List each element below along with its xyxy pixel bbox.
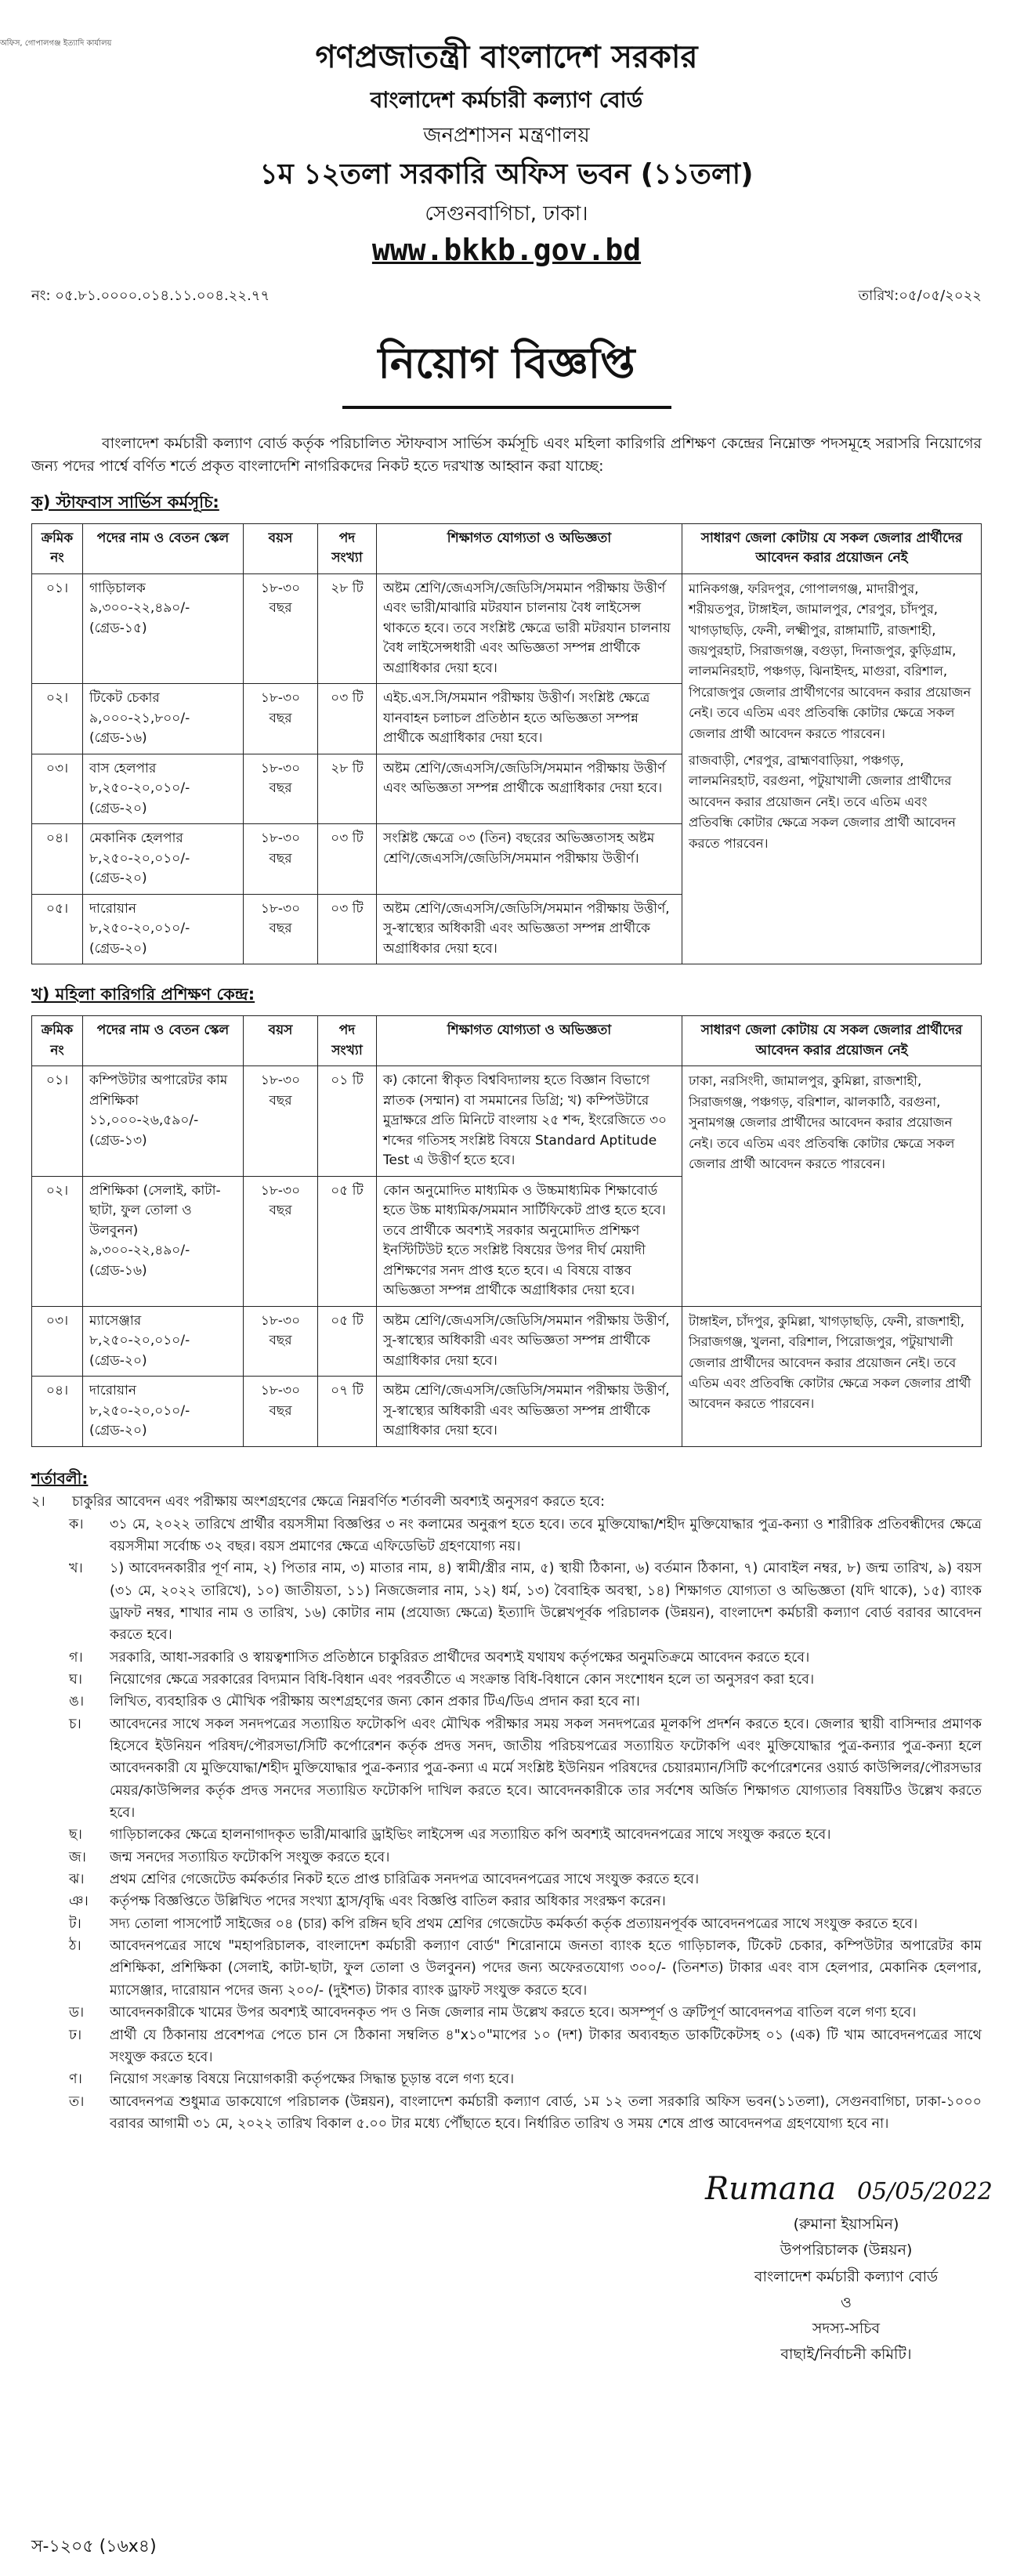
ministry-name: জনপ্রশাসন মন্ত্রণালয়: [423, 124, 590, 147]
condition-text: নিয়োগ সংক্রান্ত বিষয়ে নিয়োগকারী কর্তৃপক্ষের সিদ্ধান্ত চূড়ান্ত বলে গণ্য হবে।: [110, 2071, 515, 2088]
qualification: কোন অনুমোদিত মাধ্যমিক ও উচ্চমাধ্যমিক শিক্ষাবোর্ড হতে উচ্চ মাধ্যমিক/সমমান সার্টিফিকেট প্রাপ্ত হতে হবে। তবে প্রার্থীকে অবশ্যই সরকার অনুমোদিত প্রশিক্ষণ ইনস্টিটিউট হতে সংশ্লিষ্ট বিষয়ের উপর দীর্ঘ মেয়াদী প্রশিক্ষণের সনদ প্রাপ্ত হতে হবে। এ বিষয়ে বাস্তব অভিজ্ঞতা সম্পন্ন প্রার্থীকে অগ্রাধিকার দেয়া হবে।: [377, 1176, 682, 1306]
post-name: দারোয়ান ৮,২৫০-২০,০১০/- (গ্রেড-২০): [83, 1377, 244, 1447]
col-qualification: শিক্ষাগত যোগ্যতা ও অভিজ্ঞতা: [377, 1016, 682, 1066]
condition-item: [31, 1691, 982, 1713]
quota-text: ঢাকা, নরসিংদী, জামালপুর, কুমিল্লা, রাজশাহী, সিরাজগঞ্জ, পঞ্চগড়, বরিশাল, ঝালকাঠি, বরগুনা, সুনামগঞ্জ জেলার প্রার্থীদের আবেদন করার প্রয়োজন নেই। তবে এতিম এবং প্রতিবন্ধি কোটার ক্ষেত্রে সকল জেলার প্রার্থী আবেদন করতে পারবেন।: [689, 1073, 955, 1171]
table-header-row: [32, 523, 982, 573]
signature-handwriting: [689, 2166, 1003, 2212]
col-post: পদের নাম ও বেতন স্কেল: [83, 523, 244, 573]
qualification: অষ্টম শ্রেণি/জেএসসি/জেডিসি/সমমান পরীক্ষায় উত্তীর্ণ এবং ভারী/মাঝারি মটরযান চালনায় বৈধ লাইসেন্স থাকতে হবে। তবে সংশ্লিষ্ট ক্ষেত্রে ভারী মটরযান চালনায় বৈধ লাইসেন্সধারী এবং অভিজ্ঞতা সম্পন্ন প্রার্থীকে অগ্রাধিকার দেয়া হবে।: [377, 573, 682, 684]
condition-item: [31, 2002, 982, 2024]
header: [31, 38, 982, 226]
condition-text: প্রথম শ্রেণির গেজেটেড কর্মকর্তার নিকট হতে প্রাপ্ত চারিত্রিক সনদপত্র আবেদনপত্রের সাথে সংযুক্ত করতে হবে।: [110, 1872, 700, 1888]
age: ১৮-৩০ বছর: [244, 894, 318, 964]
condition-marker: গ।: [69, 1649, 83, 1666]
conditions-heading: শর্তাবলী:: [31, 1468, 89, 1488]
footer-code: স-১২০৫ (১৬x৪): [31, 2537, 157, 2556]
signature-block: [689, 2166, 1003, 2368]
condition-marker: ড।: [69, 2005, 85, 2021]
post-name: বাস হেলপার ৮,২৫০-২০,০১০/- (গ্রেড-২০): [83, 754, 244, 824]
intro-paragraph: বাংলাদেশ কর্মচারী কল্যাণ বোর্ড কর্তৃক পরিচালিত স্টাফবাস সার্ভিস কর্মসূচি এবং মহিলা কারিগরি প্রশিক্ষণ কেন্দ্রের নিম্নোক্ত পদসমূহে সরাসরি নিয়োগের জন্য পদের পার্শ্বে বর্ণিত শর্তে প্রকৃত বাংলাদেশি নাগরিকদের নিকট হতে দরখাস্ত আহ্বান করা যাচ্ছে:: [31, 435, 982, 476]
building-name: ১ম ১২তলা সরকারি অফিস ভবন (১১তলা): [259, 157, 754, 190]
quota-text-2: রাজবাড়ী, শেরপুর, ব্রাহ্মণবাড়িয়া, পঞ্চগড়, লালমনিরহাট, বরগুনা, পটুয়াখালী জেলার প্রার্থীদের আবেদন করার প্রয়োজন নেই। তবে এতিম এবং প্রতিবন্ধি কোটার ক্ষেত্রে সকল জেলার প্রার্থী আবেদন করতে পারবেন।: [689, 753, 956, 851]
serial: ০২।: [32, 1176, 83, 1306]
memo-date: তারিখ:০৫/০৫/২০২২: [858, 288, 982, 304]
condition-item: [31, 1669, 982, 1691]
condition-text: কর্তৃপক্ষ বিজ্ঞপ্তিতে উল্লিখিত পদের সংখ্যা হ্রাস/বৃদ্ধি এবং বিজ্ঞপ্তি বাতিল করার অধিকার সংরক্ষণ করেন।: [110, 1894, 666, 1910]
col-count: পদ সংখ্যা: [318, 523, 377, 573]
signature-date: 05/05/2022: [856, 2178, 993, 2206]
serial: ০১।: [32, 1066, 83, 1177]
section-a-table: [31, 523, 982, 965]
signature-area: [31, 2166, 993, 2401]
condition-text: আবেদনপত্র শুধুমাত্র ডাকযোগে পরিচালক (উন্নয়ন), বাংলাদেশ কর্মচারী কল্যাণ বোর্ড, ১ম ১২ তলা সরকারি অফিস ভবন(১১তলা), সেগুনবাগিচা, ঢাকা-১০০০ বরাবর আগামী ৩১ মে, ২০২২ তারিখ বিকাল ৫.০০ টার মধ্যে পৌঁছাতে হবে। নির্ধারিত তারিখ ও সময় শেষে প্রাপ্ত আবেদনপত্র গ্রহণযোগ্য হবে না।: [110, 2093, 982, 2132]
serial: ০৩।: [32, 1306, 83, 1377]
post-name: গাড়িচালক ৯,৩০০-২২,৪৯০/- (গ্রেড-১৫): [83, 573, 244, 684]
condition-marker: ছ।: [69, 1827, 82, 1843]
condition-marker: ত।: [69, 2093, 85, 2110]
table-row: [32, 573, 982, 684]
post-count: ০৫ টি: [318, 1306, 377, 1377]
table-header-row: [32, 1016, 982, 1066]
condition-text: সরকারি, আধা-সরকারি ও স্বায়ত্বশাসিত প্রতিষ্ঠানে চাকুরিরত প্রার্থীদের অবশ্যই যথাযথ কর্তৃপক্ষের অনুমতিক্রমে আবেদন করতে হবে।: [110, 1649, 810, 1666]
condition-item: [31, 2068, 982, 2090]
serial: ০৩।: [32, 754, 83, 824]
post-name: প্রশিক্ষিকা (সেলাই, কাটা-ছাটা, ফুল তোলা ও উলবুনন) ৯,৩০০-২২,৪৯০/- (গ্রেড-১৬): [83, 1176, 244, 1306]
qualification: অষ্টম শ্রেণি/জেএসসি/জেডিসি/সমমান পরীক্ষায় উত্তীর্ণ, সু-স্বাস্থ্যের অধিকারী এবং অভিজ্ঞতা সম্পন্ন প্রার্থীকে অগ্রাধিকার দেয়া হবে।: [377, 894, 682, 964]
condition-item: [31, 1491, 982, 1513]
condition-item: [31, 1890, 982, 1912]
col-age: বয়স: [244, 1016, 318, 1066]
signature-name-script: Rumana: [705, 2171, 837, 2208]
condition-text: গাড়িচালকের ক্ষেত্রে হালনাগাদকৃত ভারী/মাঝারি ড্রাইভিং লাইসেন্স এর সত্যায়িত কপি অবশ্যই আবেদনপত্রের সাথে সংযুক্ত করতে হবে।: [110, 1827, 831, 1843]
condition-marker: ণ।: [69, 2071, 82, 2088]
col-age: বয়স: [244, 523, 318, 573]
post-count: ০৫ টি: [318, 1176, 377, 1306]
signatory-name: (রুমানা ইয়াসমিন): [793, 2216, 899, 2234]
post-name: দারোয়ান ৮,২৫০-২০,০১০/- (গ্রেড-২০): [83, 894, 244, 964]
post-count: ০৩ টি: [318, 894, 377, 964]
notice-page: [0, 38, 1013, 2576]
post-count: ২৮ টি: [318, 754, 377, 824]
condition-item: [31, 1935, 982, 2002]
col-quota: সাধারণ জেলা কোটায় যে সকল জেলার প্রার্থীদের আবেদন করার প্রয়োজন নেই: [682, 523, 982, 573]
qualification: সংশ্লিষ্ট ক্ষেত্রে ০৩ (তিন) বছরের অভিজ্ঞতাসহ অষ্টম শ্রেণি/জেএসসি/জেডিসি/সমমান পরীক্ষায় উত্তীর্ণ।: [377, 824, 682, 895]
qualification: অষ্টম শ্রেণি/জেএসসি/জেডিসি/সমমান পরীক্ষায় উত্তীর্ণ, সু-স্বাস্থ্যের অধিকারী এবং অভিজ্ঞতা সম্পন্ন প্রার্থীকে অগ্রাধিকার দেয়া হবে।: [377, 1306, 682, 1377]
post-name: টিকেট চেকার ৯,০০০-২১,৮০০/- (গ্রেড-১৬): [83, 684, 244, 754]
signatory-role: সদস্য-সচিব: [812, 2320, 881, 2338]
condition-marker: চ।: [69, 1716, 81, 1732]
serial: ০৪।: [32, 1377, 83, 1447]
condition-item: [31, 2024, 982, 2069]
condition-item: [31, 2091, 982, 2136]
condition-text: নিয়োগের ক্ষেত্রে সরকারের বিদ্যমান বিধি-বিধান এবং পরবর্তীতে এ সংক্রান্ত বিধি-বিধানে কোন সংশোধন হলে তা অনুসরণ করা হবে।: [110, 1672, 815, 1688]
condition-text: আবেদনের সাথে সকল সনদপত্রের সত্যায়িত ফটোকপি এবং মৌখিক পরীক্ষার সময় সকল সনদপত্রের মূলকপি প্রদর্শন করতে হবে। জেলার স্থায়ী বাসিন্দার প্রমাণক হিসেবে ইউনিয়ন পরিষদ/পৌরসভা/সিটি কর্পোরেশন কর্তৃক প্রদত্ত সনদ, জাতীয় পরিচয়পত্রের সত্যায়িত ফটোকপি এবং মুক্তিযোদ্ধার পুত্র-কন্যার পুত্র-কন্যা হলে আবেদনকারী যে মুক্তিযোদ্ধা/শহীদ মুক্তিযোদ্ধার পুত্র-কন্যার পুত্র-কন্যা এ মর্মে সংশ্লিষ্ট ইউনিয়ন পরিষদের চেয়ারম্যান/সিটি কর্পোরেশনের ওয়ার্ড কাউন্সিলর/পৌরসভার মেয়র/কাউন্সিলর কর্তৃক প্রদত্ত সনদের সত্যায়িত ফটোকপি দাখিল করতে হবে। আবেদনকারীকে তার সর্বশেষ অর্জিত শিক্ষাগত যোগ্যতার বিষয়টিও উল্লেখ করতে হবে।: [110, 1716, 982, 1822]
age: ১৮-৩০ বছর: [244, 1306, 318, 1377]
col-qualification: শিক্ষাগত যোগ্যতা ও অভিজ্ঞতা: [377, 523, 682, 573]
quota-cell: [682, 573, 982, 964]
signatory-and: ও: [841, 2293, 852, 2311]
reference-row: [31, 284, 982, 309]
address: সেগুনবাগিচা, ঢাকা।: [425, 201, 588, 226]
condition-text: জন্ম সনদের সত্যায়িত ফটোকপি সংযুক্ত করতে হবে।: [110, 1849, 390, 1865]
condition-item: [31, 1514, 982, 1558]
condition-text: আবেদনকারীকে খামের উপর অবশ্যই আবেদনকৃত পদ ও নিজ জেলার নাম উল্লেখ করতে হবে। অসম্পূর্ণ ও ত্রুটিপূর্ণ আবেদনপত্র বাতিল বলে গণ্য হবে।: [110, 2005, 917, 2021]
serial: ০৪।: [32, 824, 83, 895]
post-count: ০১ টি: [318, 1066, 377, 1177]
signatory-designation: উপপরিচালক (উন্নয়ন): [780, 2241, 913, 2259]
age: ১৮-৩০ বছর: [244, 573, 318, 684]
condition-text: আবেদনপত্রের সাথে "মহাপরিচালক, বাংলাদেশ কর্মচারী কল্যাণ বোর্ড" শিরোনামে জনতা ব্যাংক হতে গাড়িচালক, টিকেট চেকার, কম্পিউটার অপারেটর কাম প্রশিক্ষিকা, প্রশিক্ষিকা (সেলাই, কাটা-ছাটা, ফুল তোলা ও উলবুনন) পদের জন্য অফেরতযোগ্য ৩০০/- (তিনশত) টাকার এবং বাস হেলপার, মেকানিক হেলপার, ম্যাসেঞ্জার, দারোয়ান পদের জন্য ২০০/- (দুইশত) টাকার ব্যাংক ড্রাফট সংযুক্ত করতে হবে।: [110, 1938, 982, 1999]
condition-marker: ঘ।: [69, 1672, 83, 1688]
post-name: মেকানিক হেলপার ৮,২৫০-২০,০১০/- (গ্রেড-২০): [83, 824, 244, 895]
post-count: ০৭ টি: [318, 1377, 377, 1447]
gov-title: গণপ্রজাতন্ত্রী বাংলাদেশ সরকার: [315, 39, 698, 75]
quota-text: মানিকগঞ্জ, ফরিদপুর, গোপালগঞ্জ, মাদারীপুর, শরীয়তপুর, টাঙ্গাইল, জামালপুর, শেরপুর, চাঁদপুর, খাগড়াছড়ি, ফেনী, লক্ষ্মীপুর, রাঙ্গামাটি, রাজশাহী, জয়পুরহাট, সিরাজগঞ্জ, বগুড়া, দিনাজপুর, কুড়িগ্রাম, লালমনিরহাট, পঞ্চগড়, ঝিনাইদহ, মাগুরা, বরিশাল, পিরোজপুর জেলার প্রার্থীগণের আবেদন করার প্রয়োজন নেই। তবে এতিম এবং প্রতিবন্ধি কোটার ক্ষেত্রে সকল জেলার প্রার্থী আবেদন করতে পারবেন।: [689, 581, 971, 741]
signatory-org: বাংলাদেশ কর্মচারী কল্যাণ বোর্ড: [754, 2267, 939, 2285]
memo-number: নং: ০৫.৮১.০০০০.০১৪.১১.০০৪.২২.৭৭: [31, 288, 270, 304]
age: ১৮-৩০ বছর: [244, 684, 318, 754]
condition-marker: খ।: [69, 1561, 83, 1577]
col-quota: সাধারণ জেলা কোটায় যে সকল জেলার প্রার্থীদের আবেদন করার প্রয়োজন নেই: [682, 1016, 982, 1066]
condition-item: [31, 1713, 982, 1825]
serial: ০১।: [32, 573, 83, 684]
condition-item: [31, 1913, 982, 1935]
condition-item: [31, 1847, 982, 1869]
table-row: [32, 1306, 982, 1377]
conditions: [31, 1466, 982, 2135]
qualification: ক) কোনো স্বীকৃত বিশ্ববিদ্যালয় হতে বিজ্ঞান বিভাগে স্নাতক (সম্মান) বা সমমানের ডিগ্রি; খ) কম্পিউটারে মুদ্রাক্ষরে প্রতি মিনিটে বাংলায় ২৫ শব্দ, ইংরেজিতে ৩০ শব্দের গতিসহ সংশ্লিষ্ট বিষয়ে Standard Aptitude Test এ উত্তীর্ণ হতে হবে।: [377, 1066, 682, 1177]
condition-marker: ট।: [69, 1916, 81, 1932]
quota-cell: [682, 1306, 982, 1446]
quota-cell: [682, 1066, 982, 1307]
condition-text: ১) আবেদনকারীর পূর্ণ নাম, ২) পিতার নাম, ৩) মাতার নাম, ৪) স্বামী/স্ত্রীর নাম, ৫) স্থায়ী ঠিকানা, ৬) বর্তমান ঠিকানা, ৭) মোবাইল নম্বর, ৮) জন্ম তারিখ, ৯) বয়স (৩১ মে, ২০২২ তারিখে), ১০) জাতীয়তা, ১১) নিজজেলার নাম, ১২) ধর্ম, ১৩) বৈবাহিক অবস্থা, ১৪) শিক্ষাগত যোগ্যতা ও অভিজ্ঞতা (যদি থাকে), ১৫) ব্যাংক ড্রাফট নম্বর, শাখার নাম ও তারিখ, ১৬) কোটার নাম (প্রযোজ্য ক্ষেত্রে) ইত্যাদি উল্লেখপূর্বক পরিচালক (উন্নয়ন), বাংলাদেশ কর্মচারী কল্যাণ বোর্ড বরাবর আবেদন করতে হবে।: [110, 1561, 982, 1644]
website-link[interactable]: www.bkkb.gov.bd: [371, 233, 642, 267]
conditions-list: [31, 1491, 982, 2135]
qualification: অষ্টম শ্রেণি/জেএসসি/জেডিসি/সমমান পরীক্ষায় উত্তীর্ণ, সু-স্বাস্থ্যের অধিকারী এবং অভিজ্ঞতা সম্পন্ন প্রার্থীকে অগ্রাধিকার দেয়া হবে।: [377, 1377, 682, 1447]
condition-text: প্রার্থী যে ঠিকানায় প্রবেশপত্র পেতে চান সে ঠিকানা সম্বলিত ৪"x১০"মাপের ১০ (দশ) টাকার অব্যবহৃত ডাকটিকেটসহ ০১ (এক) টি খাম আবেদনপত্রের সাথে সংযুক্ত করতে হবে।: [110, 2027, 982, 2065]
condition-item: [31, 1647, 982, 1669]
section-b-table: [31, 1015, 982, 1447]
age: ১৮-৩০ বছর: [244, 824, 318, 895]
condition-item: [31, 1824, 982, 1846]
condition-marker: ঢ।: [69, 2027, 82, 2043]
condition-text: চাকুরির আবেদন এবং পরীক্ষায় অংশগ্রহণের ক্ষেত্রে নিম্নবর্ণিত শর্তাবলী অবশ্যই অনুসরণ করতে হবে:: [72, 1494, 606, 1511]
condition-marker: ক।: [69, 1516, 84, 1532]
board-name: বাংলাদেশ কর্মচারী কল্যাণ বোর্ড: [370, 87, 643, 113]
col-post: পদের নাম ও বেতন স্কেল: [83, 1016, 244, 1066]
condition-item: [31, 1869, 982, 1890]
quota-text-2: টাঙ্গাইল, চাঁদপুর, কুমিল্লা, খাগড়াছড়ি, ফেনী, রাজশাহী, সিরাজগঞ্জ, খুলনা, বরিশাল, পিরোজপুর, পটুয়াখালী জেলার প্রার্থীদের আবেদন করার প্রয়োজন নেই। তবে এতিম এবং প্রতিবন্ধি কোটার ক্ষেত্রে সকল জেলার প্রার্থী আবেদন করতে পারবেন।: [689, 1313, 971, 1412]
condition-marker: ২।: [31, 1494, 45, 1511]
col-serial: ক্রমিক নং: [32, 523, 83, 573]
condition-marker: ঞ।: [69, 1894, 89, 1910]
table-row: [32, 1066, 982, 1177]
age: ১৮-৩০ বছর: [244, 754, 318, 824]
condition-marker: ঠ।: [69, 1938, 81, 1955]
condition-marker: ঙ।: [69, 1694, 85, 1710]
post-count: ০৩ টি: [318, 824, 377, 895]
serial: ০৫।: [32, 894, 83, 964]
serial: ০২।: [32, 684, 83, 754]
post-count: ০৩ টি: [318, 684, 377, 754]
post-name: ম্যাসেঞ্জার ৮,২৫০-২০,০১০/- (গ্রেড-২০): [83, 1306, 244, 1377]
section-b-heading: খ) মহিলা কারিগরি প্রশিক্ষণ কেন্দ্র:: [31, 985, 255, 1004]
col-serial: ক্রমিক নং: [32, 1016, 83, 1066]
condition-text: সদ্য তোলা পাসপোর্ট সাইজের ০৪ (চার) কপি রঙ্গিন ছবি প্রথম শ্রেণির গেজেটেড কর্মকর্তা কর্তৃক প্রত্যায়নপূর্বক আবেদনপত্রের সাথে সংযুক্ত করতে হবে।: [110, 1916, 918, 1932]
signatory-committee: বাছাই/নির্বাচনী কমিটি।: [780, 2346, 912, 2364]
post-count: ২৮ টি: [318, 573, 377, 684]
condition-marker: জ।: [69, 1849, 86, 1865]
condition-item: [31, 1558, 982, 1646]
condition-text: লিখিত, ব্যবহারিক ও মৌখিক পরীক্ষায় অংশগ্রহণের জন্য কোন প্রকার টিএ/ডিএ প্রদান করা হবে না।: [110, 1694, 640, 1710]
condition-marker: ঝ।: [69, 1872, 85, 1888]
page-title: নিয়োগ বিজ্ঞপ্তি: [342, 331, 671, 409]
post-name: কম্পিউটার অপারেটর কাম প্রশিক্ষিকা ১১,০০০-২৬,৫৯০/- (গ্রেড-১৩): [83, 1066, 244, 1177]
condition-text: ৩১ মে, ২০২২ তারিখে প্রার্থীর বয়সসীমা বিজ্ঞপ্তির ৩ নং কলামের অনুরূপ হতে হবে। তবে মুক্তিযোদ্ধা/শহীদ মুক্তিযোদ্ধার পুত্র-কন্যা ও শারীরিক প্রতিবন্ধীদের ক্ষেত্রে বয়সসীমা সর্বোচ্চ ৩২ বছর। বয়স প্রমাণের ক্ষেত্রে এফিডেভিট গ্রহণযোগ্য নয়।: [110, 1516, 982, 1554]
age: ১৮-৩০ বছর: [244, 1377, 318, 1447]
age: ১৮-৩০ বছর: [244, 1066, 318, 1177]
top-strip: অফিস, গোপালগঞ্জ ইত্যাদি কার্যালয়: [0, 39, 112, 48]
qualification: অষ্টম শ্রেণি/জেএসসি/জেডিসি/সমমান পরীক্ষায় উত্তীর্ণ এবং অভিজ্ঞতা সম্পন্ন প্রার্থীকে অগ্রাধিকার দেয়া হবে।: [377, 754, 682, 824]
section-a-heading: ক) স্টাফবাস সার্ভিস কর্মসূচি:: [31, 492, 219, 512]
qualification: এইচ.এস.সি/সমমান পরীক্ষায় উত্তীর্ণ। সংশ্লিষ্ট ক্ষেত্রে যানবাহন চলাচল প্রতিষ্ঠান হতে অভিজ্ঞতা সম্পন্ন প্রার্থীকে অগ্রাধিকার দেয়া হবে।: [377, 684, 682, 754]
age: ১৮-৩০ বছর: [244, 1176, 318, 1306]
col-count: পদ সংখ্যা: [318, 1016, 377, 1066]
